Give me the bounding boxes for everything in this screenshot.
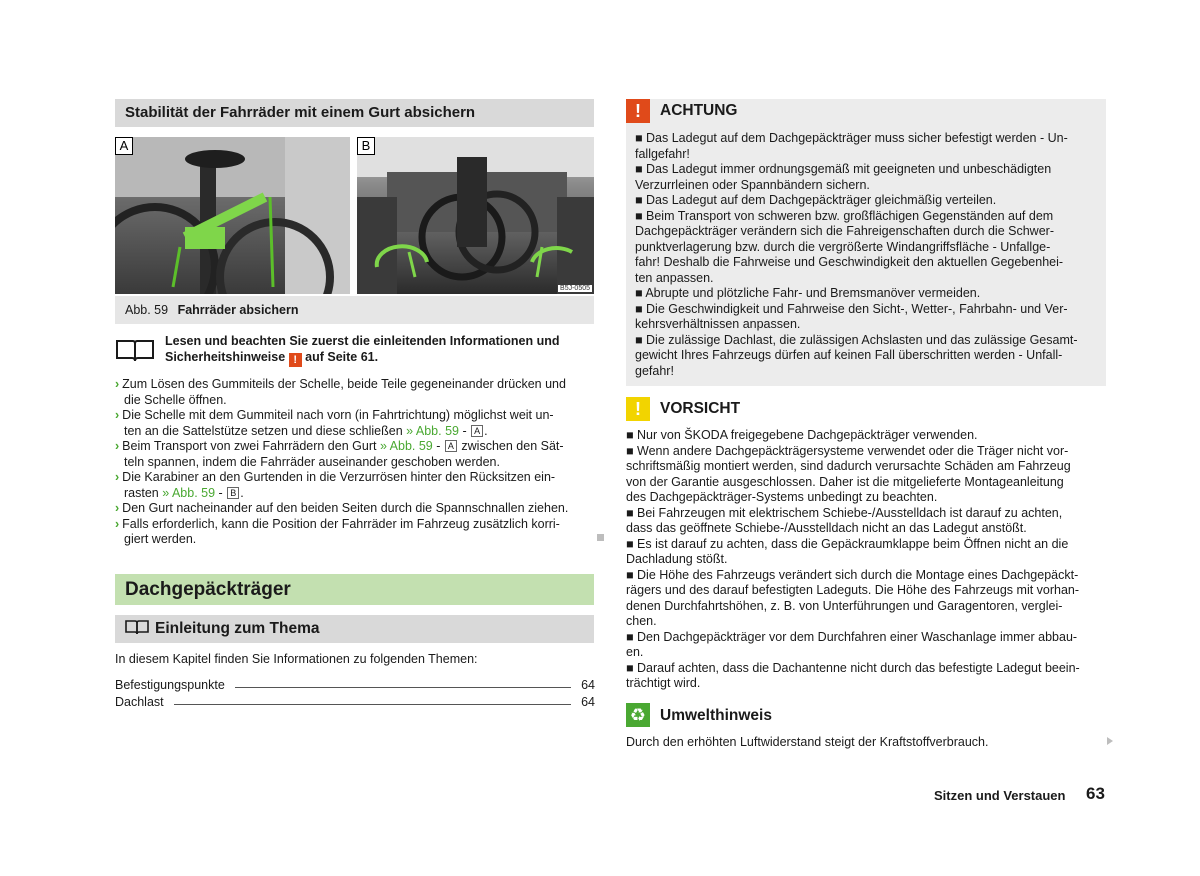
achtung-line: kehrsverhältnissen anpassen. bbox=[635, 317, 801, 331]
vorsicht-line: des Dachgepäckträger-Systems unbedingt zu beachten. bbox=[626, 490, 938, 504]
achtung-line: Dachgepäckträger verändern sich die Fahreigenschaften durch die Schwer- bbox=[635, 224, 1054, 238]
chevron-right-icon: › bbox=[115, 501, 120, 515]
vorsicht-line: ■ Nur von ŠKODA freigegebene Dachgepäckträger verwenden. bbox=[626, 428, 978, 442]
step-2 bbox=[115, 408, 595, 439]
toc-leader bbox=[174, 704, 571, 705]
step-5-text: Den Gurt nacheinander auf den beiden Seiten durch die Spannschnallen ziehen. bbox=[122, 501, 569, 515]
bikes-in-trunk-illustration bbox=[357, 137, 594, 294]
vorsicht-line: ■ Den Dachgepäckträger vor dem Durchfahren einer Waschanlage immer abbau- bbox=[626, 629, 1078, 644]
book-icon bbox=[115, 337, 155, 363]
toc-label: Befestigungspunkte bbox=[115, 678, 225, 692]
vorsicht-line: ■ Wenn andere Dachgepäckträgersysteme verwendet oder die Träger nicht vor- bbox=[626, 443, 1069, 458]
figure-part-label: A bbox=[445, 440, 457, 452]
toc-page: 64 bbox=[581, 678, 595, 692]
caption-text: Fahrräder absichern bbox=[177, 303, 299, 317]
figure-photo-b bbox=[357, 137, 594, 294]
step-3 bbox=[115, 439, 595, 470]
caution-icon: ! bbox=[626, 397, 650, 421]
step-3-text-end: zwischen den Sät- bbox=[461, 439, 564, 453]
achtung-line: Verzurrleinen oder Spannbändern sichern. bbox=[635, 177, 870, 192]
toc-label: Dachlast bbox=[115, 695, 164, 709]
read-note-line2a: Sicherheitshinweise bbox=[165, 350, 286, 364]
section-title bbox=[115, 99, 594, 127]
achtung-line: punktverlagerung bzw. durch die vergrößerte Windangriffsfläche - Unfallge- bbox=[635, 239, 1051, 254]
vorsicht-line: ■ Bei Fahrzeugen mit elektrischem Schiebe-/Ausstelldach ist darauf zu achten, bbox=[626, 505, 1063, 520]
ref-separator: - bbox=[462, 423, 467, 438]
step-4-cont: rasten bbox=[124, 485, 159, 500]
bike-seat-strap-illustration bbox=[115, 137, 350, 294]
achtung-line: fallgefahr! bbox=[635, 146, 690, 161]
vorsicht-line: von der Garantie ausgeschlossen. Daher ist die mitgelieferte Montageanleitung bbox=[626, 474, 1064, 489]
intro-text: In diesem Kapitel finden Sie Informationen zu folgenden Themen: bbox=[115, 652, 478, 666]
chevron-right-icon: › bbox=[115, 408, 120, 422]
achtung-text bbox=[635, 131, 1103, 379]
figure-part-label: B bbox=[227, 487, 239, 499]
umwelt-box bbox=[626, 703, 1106, 755]
toc-page: 64 bbox=[581, 695, 595, 709]
vorsicht-box bbox=[626, 397, 1106, 697]
toc-leader bbox=[235, 687, 571, 688]
step-4 bbox=[115, 470, 595, 501]
chevron-right-icon: › bbox=[115, 439, 120, 453]
chevron-right-icon: › bbox=[115, 470, 120, 484]
chapter-title-text: Dachgepäckträger bbox=[125, 579, 291, 600]
step-end: . bbox=[240, 485, 244, 500]
achtung-line: ■ Das Ladegut immer ordnungsgemäß mit geeigneten und unbeschädigten bbox=[635, 162, 1052, 176]
chevron-right-icon: › bbox=[115, 377, 120, 391]
achtung-line: ■ Abrupte und plötzliche Fahr- und Bremsmanöver vermeiden. bbox=[635, 286, 981, 300]
caption-number: Abb. 59 bbox=[125, 303, 169, 317]
figure-caption bbox=[115, 296, 594, 324]
figure-label-a: A bbox=[115, 137, 133, 155]
vorsicht-line: ■ Darauf achten, dass die Dachantenne nicht durch das befestigte Ladegut beein- bbox=[626, 660, 1080, 675]
step-6-text: Falls erforderlich, kann die Position der Fahrräder im Fahrzeug zusätzlich korri- bbox=[122, 516, 560, 531]
vorsicht-line: schriftsmäßig montiert werden, sind dadurch verursachte Schäden am Fahrzeug bbox=[626, 459, 1071, 473]
figure-code: B5J-0505 bbox=[560, 285, 590, 292]
step-2-text: Die Schelle mit dem Gummiteil nach vorn (in Fahrtrichtung) möglichst weit un- bbox=[122, 408, 554, 422]
vorsicht-line: ■ Die Höhe des Fahrzeugs verändert sich durch die Montage eines Dachgepäckt- bbox=[626, 567, 1079, 582]
achtung-line: ten anpassen. bbox=[635, 270, 714, 285]
steps-list bbox=[115, 377, 595, 548]
step-4-text: Die Karabiner an den Gurtenden in die Verzurrösen hinter den Rücksitzen ein- bbox=[122, 470, 556, 484]
step-6 bbox=[115, 517, 595, 548]
achtung-line: ■ Die Geschwindigkeit und Fahrweise den Sicht-, Wetter-, Fahrbahn- und Ver- bbox=[635, 301, 1068, 316]
chevron-right-icon: › bbox=[115, 516, 120, 531]
step-2-cont: ten an die Sattelstütze setzen und diese schließen bbox=[124, 423, 403, 438]
figure-photo-a bbox=[115, 137, 350, 294]
vorsicht-line: dass das geöffnete Schiebe-/Ausstelldach nicht an das Ladegut anstößt. bbox=[626, 521, 1027, 535]
umwelt-text: Durch den erhöhten Luftwiderstand steigt der Kraftstoffverbrauch. bbox=[626, 735, 989, 749]
footer-section: Sitzen und Verstauen bbox=[934, 788, 1066, 803]
book-icon bbox=[125, 619, 149, 635]
toc-row[interactable] bbox=[115, 675, 595, 692]
step-1-cont: die Schelle öffnen. bbox=[124, 392, 227, 407]
achtung-line: gefahr! bbox=[635, 363, 674, 378]
toc-list bbox=[115, 675, 595, 709]
vorsicht-line: chen. bbox=[626, 614, 657, 628]
intro-heading bbox=[115, 615, 594, 643]
vorsicht-text bbox=[626, 428, 1106, 692]
page-number: 63 bbox=[1086, 784, 1105, 803]
umwelt-title: Umwelthinweis bbox=[660, 707, 772, 724]
recycle-icon: ♻ bbox=[626, 703, 650, 727]
achtung-line: ■ Die zulässige Dachlast, die zulässigen Achslasten und das zulässige Gesamt- bbox=[635, 332, 1078, 347]
read-note-line2b: auf Seite 61. bbox=[305, 350, 379, 364]
achtung-line: ■ Beim Transport von schweren bzw. großflächigen Gegenständen auf dem bbox=[635, 208, 1054, 223]
figure-ref-link[interactable]: » Abb. 59 bbox=[162, 485, 216, 500]
read-note-line1: Lesen und beachten Sie zuerst die einleitenden Informationen und bbox=[165, 334, 560, 348]
vorsicht-line: ■ Es ist darauf zu achten, dass die Gepäckraumklappe beim Öffnen nicht an die bbox=[626, 536, 1069, 551]
achtung-line: fahr! Deshalb die Fahrweise und Geschwindigkeit den aktuellen Gegebenhei- bbox=[635, 255, 1064, 269]
vorsicht-line: en. bbox=[626, 645, 644, 659]
read-note bbox=[115, 333, 594, 367]
vorsicht-line: trächtigt wird. bbox=[626, 676, 701, 690]
figure-part-label: A bbox=[471, 425, 483, 437]
toc-row[interactable] bbox=[115, 692, 595, 709]
achtung-line: ■ Das Ladegut auf dem Dachgepäckträger muss sicher befestigt werden - Un- bbox=[635, 131, 1068, 145]
figure-ref-link[interactable]: » Abb. 59 bbox=[379, 439, 433, 453]
step-end: . bbox=[484, 423, 488, 438]
chapter-title bbox=[115, 574, 594, 605]
achtung-title: ACHTUNG bbox=[660, 102, 738, 119]
vorsicht-line: rägers und des darauf befestigten Ladeguts. Die Höhe des Fahrzeugs mit vorhan- bbox=[626, 583, 1080, 597]
step-3-text: Beim Transport von zwei Fahrrädern den Gurt bbox=[122, 439, 377, 453]
achtung-line: gewicht Ihres Fahrzeugs dürfen auf keinen Fall überschritten werden - Unfall- bbox=[635, 348, 1063, 362]
achtung-line: ■ Das Ladegut auf dem Dachgepäckträger gleichmäßig verteilen. bbox=[635, 193, 997, 207]
figure-ref-link[interactable]: » Abb. 59 bbox=[406, 423, 459, 438]
achtung-box bbox=[626, 99, 1106, 386]
warning-icon: ! bbox=[289, 353, 302, 367]
step-1-text: Zum Lösen des Gummiteils der Schelle, beide Teile gegeneinander drücken und bbox=[122, 377, 566, 391]
ref-separator: - bbox=[436, 439, 441, 453]
vorsicht-line: Dachladung stößt. bbox=[626, 552, 728, 566]
ref-separator: - bbox=[218, 485, 223, 500]
warning-icon: ! bbox=[626, 99, 650, 123]
step-3-cont: teln spannen, indem die Fahrräder auseinander geschoben werden. bbox=[124, 454, 500, 469]
vorsicht-title: VORSICHT bbox=[660, 400, 741, 417]
end-of-section-marker bbox=[597, 534, 604, 541]
vorsicht-line: denen Durchfahrtshöhen, z. B. von Unterführungen und Garagentoren, verglei- bbox=[626, 598, 1063, 613]
step-1 bbox=[115, 377, 595, 408]
section-title-text: Stabilität der Fahrräder mit einem Gurt absichern bbox=[125, 104, 476, 121]
step-6-cont: giert werden. bbox=[124, 532, 197, 546]
figure-label-b: B bbox=[357, 137, 375, 155]
intro-title-text: Einleitung zum Thema bbox=[155, 620, 320, 637]
continue-arrow-icon bbox=[1107, 737, 1113, 745]
step-5 bbox=[115, 501, 595, 517]
